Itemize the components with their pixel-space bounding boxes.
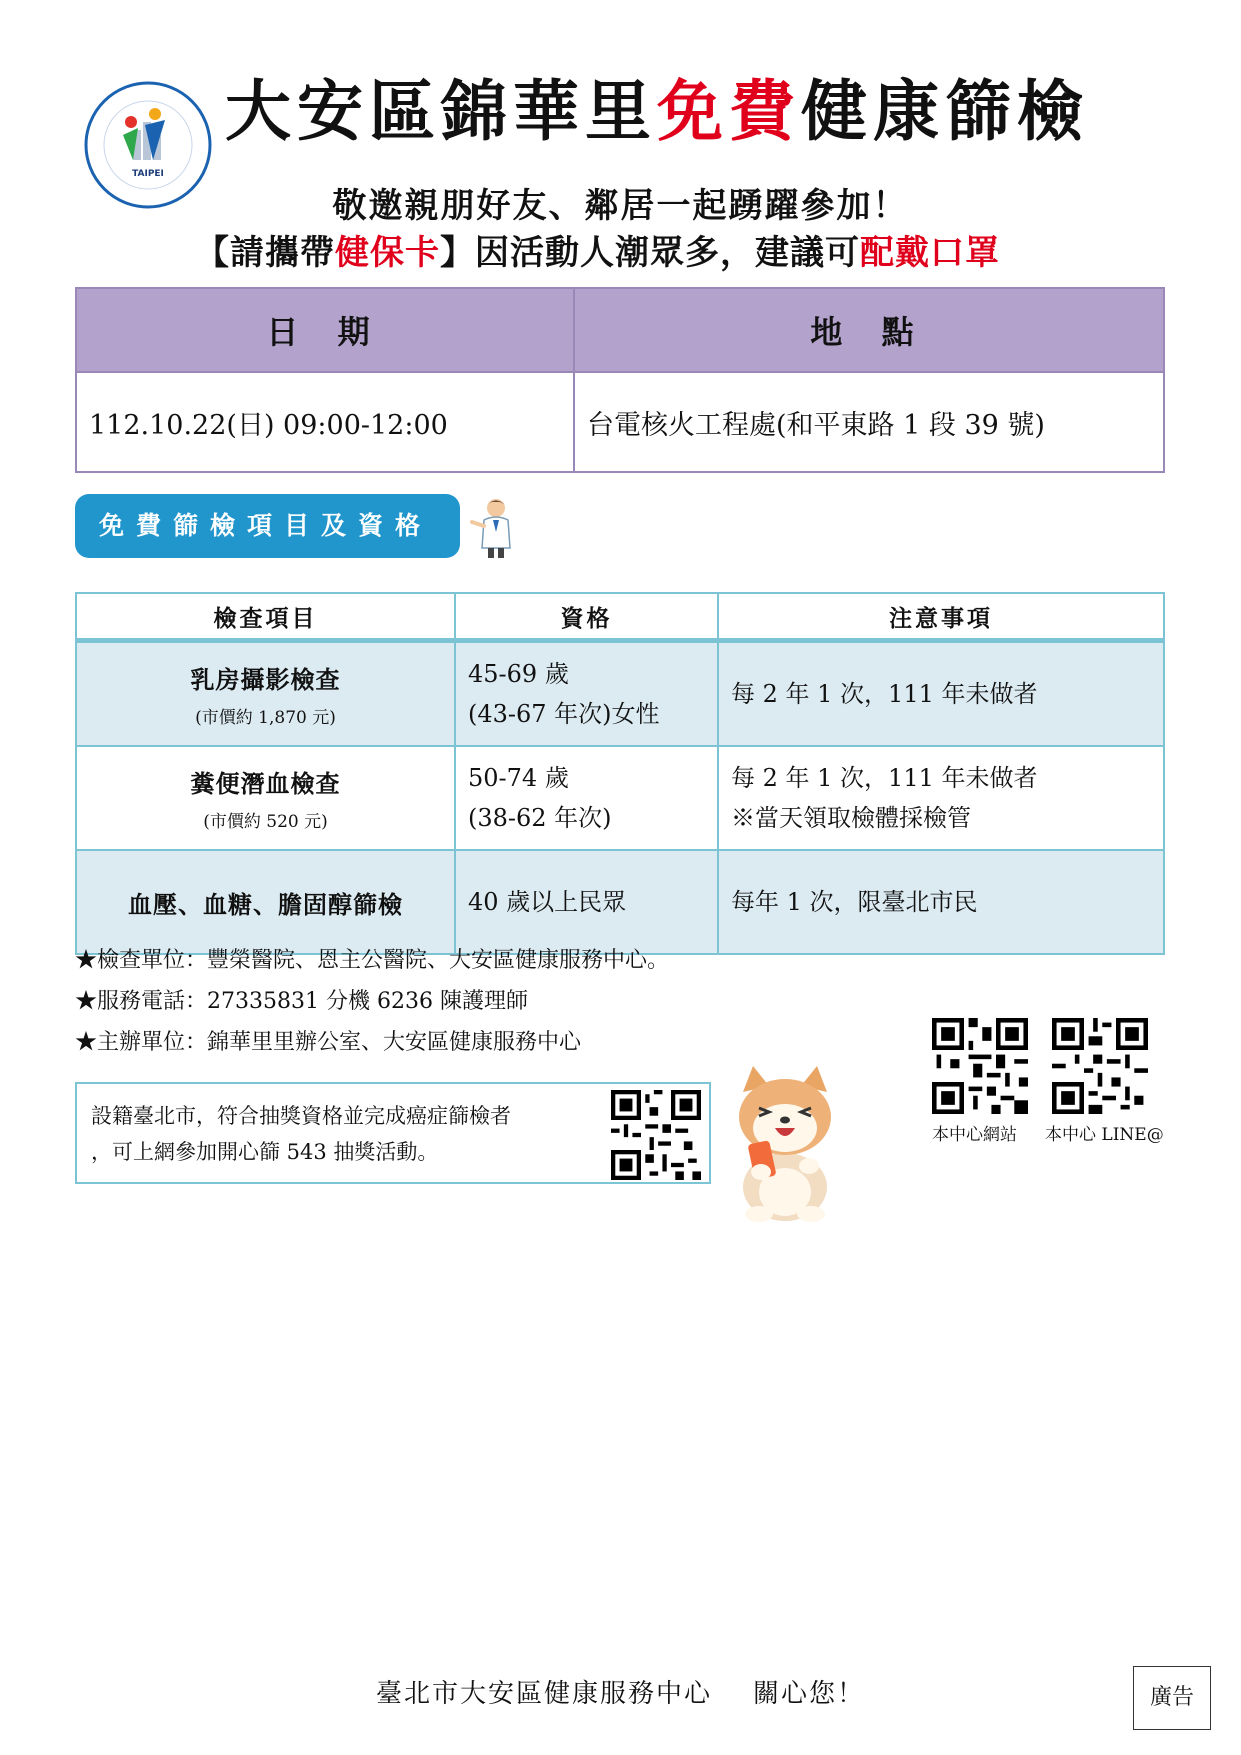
advertisement-label: 廣告 — [1133, 1666, 1211, 1730]
date-header: 日 期 — [76, 288, 574, 372]
item-price: (市價約 520 元) — [203, 812, 328, 832]
event-location: 台電核火工程處(和平東路 1 段 39 號) — [574, 372, 1164, 472]
notes-cell: 每 2 年 1 次，111 年未做者 — [718, 641, 1164, 747]
doctor-icon — [468, 496, 520, 560]
note-organizers: ★主辦單位：錦華里里辦公室、大安區健康服務中心 — [75, 1030, 582, 1055]
line-qr-code[interactable] — [1052, 1018, 1148, 1114]
item-name: 糞便潛血檢查 — [190, 769, 341, 798]
event-date: 112.10.22(日) 09:00-12:00 — [76, 372, 574, 472]
health-card-highlight: 健保卡 — [335, 233, 440, 273]
table-row — [76, 850, 1164, 954]
table-row — [76, 641, 1164, 747]
event-info-table — [75, 287, 1165, 473]
website-qr-label: 本中心網站 — [932, 1125, 1017, 1145]
logo-city-text: TAIPEI — [132, 169, 164, 179]
item-price: (市價約 1,870 元) — [195, 708, 336, 728]
item-cell — [76, 850, 455, 954]
eligibility-cell: 50-74 歲 (38-62 年次) — [455, 746, 718, 850]
screening-table — [75, 592, 1165, 955]
lottery-text: 設籍臺北市，符合抽獎資格並完成癌症篩檢者 ，可上網參加開心篩 543 抽獎活動。 — [91, 1104, 511, 1164]
location-header: 地 點 — [574, 288, 1164, 372]
website-qr-code[interactable] — [932, 1018, 1028, 1114]
title-highlight: 免費 — [657, 72, 801, 150]
notes-cell: 每 2 年 1 次，111 年未做者 ※當天領取檢體採檢管 — [718, 746, 1164, 850]
section-title-pill: 免費篩檢項目及資格 — [75, 494, 460, 558]
footer-text: 臺北市大安區健康服務中心 關心您！ — [375, 1679, 866, 1709]
mask-highlight: 配戴口罩 — [860, 233, 1000, 273]
item-cell — [76, 746, 455, 850]
eligibility-cell: 40 歲以上民眾 — [455, 850, 718, 954]
table-row — [76, 746, 1164, 850]
line-qr-label: 本中心 LINE@ — [1045, 1125, 1164, 1145]
invitation-text: 敬邀親朋好友、鄰居一起踴躍參加！ — [332, 186, 909, 226]
item-name: 乳房攝影檢查 — [190, 665, 341, 694]
lottery-box — [75, 1082, 711, 1184]
page-title: 大安區錦華里免費健康篩檢 — [225, 72, 1089, 150]
shiba-dog-illustration — [725, 1062, 845, 1224]
note-inspection-units: ★檢查單位：豐榮醫院、恩主公醫院、大安區健康服務中心。 — [75, 948, 670, 973]
column-header-eligibility: 資格 — [455, 593, 718, 641]
column-header-notes: 注意事項 — [718, 593, 1164, 641]
column-header-item: 檢查項目 — [76, 593, 455, 641]
note-service-phone: ★服務電話：27335831 分機 6236 陳護理師 — [75, 989, 528, 1014]
notes-cell: 每年 1 次，限臺北市民 — [718, 850, 1164, 954]
eligibility-cell: 45-69 歲 (43-67 年次)女性 — [455, 641, 718, 747]
notice-text: 【請攜帶健保卡】因活動人潮眾多，建議可配戴口罩 — [195, 233, 1000, 273]
item-cell — [76, 641, 455, 747]
item-name: 血壓、血糖、膽固醇篩檢 — [128, 889, 403, 919]
lottery-qr-code[interactable] — [611, 1090, 701, 1180]
